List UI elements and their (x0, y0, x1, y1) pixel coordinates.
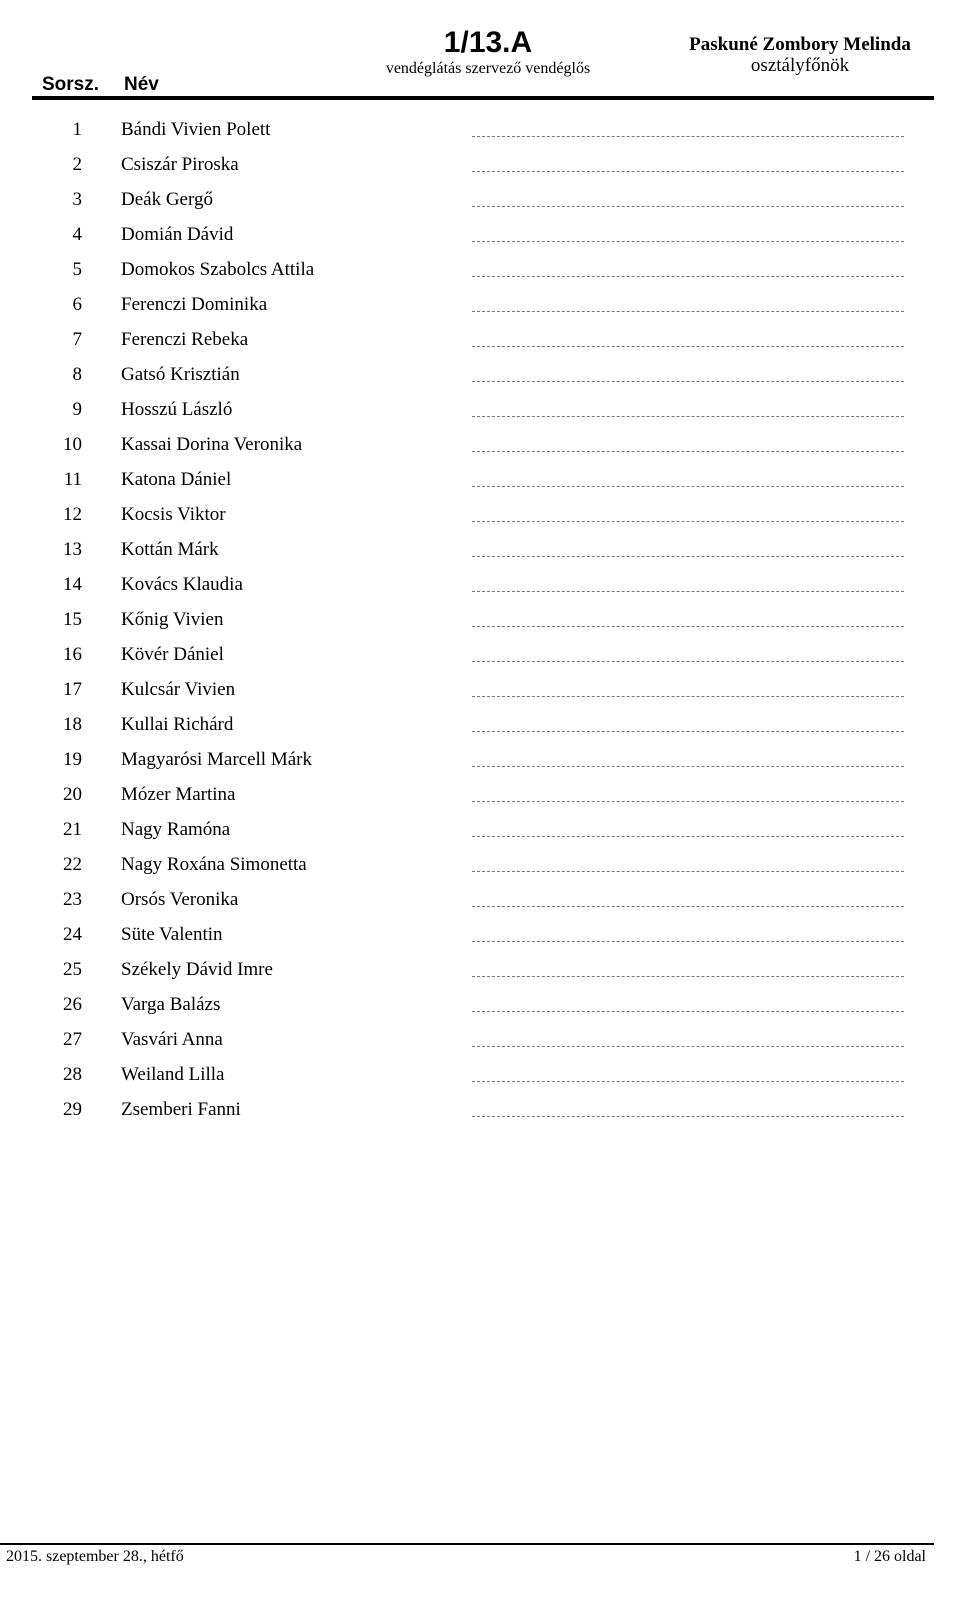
student-row (0, 532, 960, 567)
signature-line (472, 696, 904, 697)
student-name: Gatsó Krisztián (121, 364, 240, 385)
student-number: 6 (72, 294, 82, 315)
student-number: 7 (72, 329, 82, 350)
student-number: 19 (63, 749, 82, 770)
signature-line (472, 451, 904, 452)
signature-line (472, 941, 904, 942)
student-name: Nagy Ramóna (121, 819, 231, 840)
student-number: 24 (63, 924, 82, 945)
student-name: Kassai Dorina Veronika (121, 434, 303, 455)
student-row (0, 112, 960, 147)
signature-line (472, 1081, 904, 1082)
footer-divider (0, 1543, 934, 1545)
student-row (0, 497, 960, 532)
signature-line (472, 731, 904, 732)
student-name: Domokos Szabolcs Attila (121, 259, 315, 280)
footer-page-number: 1 / 26 oldal (853, 1548, 926, 1565)
student-row (0, 252, 960, 287)
signature-line (472, 311, 904, 312)
student-number: 21 (63, 819, 82, 840)
student-name: Kövér Dániel (121, 644, 224, 665)
signature-line (472, 871, 904, 872)
signature-line (472, 521, 904, 522)
student-name: Kőnig Vivien (121, 609, 224, 630)
signature-line (472, 171, 904, 172)
student-row (0, 147, 960, 182)
signature-line (472, 661, 904, 662)
header-divider (32, 96, 934, 100)
student-number: 20 (63, 784, 82, 805)
student-row (0, 567, 960, 602)
student-name: Zsemberi Fanni (121, 1099, 241, 1120)
student-number: 29 (63, 1099, 82, 1120)
class-info (370, 26, 606, 78)
class-name: 1/13.A (443, 26, 533, 59)
student-number: 3 (72, 189, 82, 210)
signature-line (472, 766, 904, 767)
student-number: 5 (72, 259, 82, 280)
signature-line (472, 906, 904, 907)
student-number: 16 (63, 644, 82, 665)
student-name: Székely Dávid Imre (121, 959, 273, 980)
student-row (0, 1022, 960, 1057)
teacher-role: osztályfőnök (750, 55, 850, 76)
teacher-info (670, 34, 930, 76)
student-name: Kocsis Viktor (121, 504, 226, 525)
student-number: 25 (63, 959, 82, 980)
student-row (0, 182, 960, 217)
student-number: 12 (63, 504, 82, 525)
student-row (0, 1057, 960, 1092)
student-name: Deák Gergő (121, 189, 213, 210)
signature-line (472, 836, 904, 837)
student-row (0, 462, 960, 497)
student-row (0, 287, 960, 322)
student-row (0, 602, 960, 637)
signature-line (472, 976, 904, 977)
student-name: Ferenczi Rebeka (121, 329, 249, 350)
signature-line (472, 626, 904, 627)
student-row (0, 217, 960, 252)
student-name: Vasvári Anna (121, 1029, 223, 1050)
student-number: 28 (63, 1064, 82, 1085)
signature-line (472, 276, 904, 277)
student-name: Kulcsár Vivien (121, 679, 236, 700)
student-row (0, 1092, 960, 1127)
student-number: 27 (63, 1029, 82, 1050)
student-row (0, 777, 960, 812)
column-header-name: Név (124, 74, 159, 95)
student-row (0, 812, 960, 847)
student-row (0, 882, 960, 917)
student-name: Weiland Lilla (121, 1064, 225, 1085)
student-number: 18 (63, 714, 82, 735)
student-name: Kullai Richárd (121, 714, 234, 735)
student-name: Domián Dávid (121, 224, 234, 245)
student-row (0, 322, 960, 357)
signature-line (472, 206, 904, 207)
student-number: 11 (63, 469, 82, 490)
student-row (0, 987, 960, 1022)
signature-line (472, 241, 904, 242)
student-number: 8 (72, 364, 82, 385)
student-number: 9 (72, 399, 82, 420)
student-name: Mózer Martina (121, 784, 236, 805)
student-list (0, 112, 960, 1127)
student-number: 13 (63, 539, 82, 560)
student-row (0, 952, 960, 987)
student-row (0, 917, 960, 952)
signature-line (472, 346, 904, 347)
student-number: 17 (63, 679, 82, 700)
signature-line (472, 486, 904, 487)
class-profession: vendéglátás szervező vendéglős (385, 60, 591, 77)
footer-date: 2015. szeptember 28., hétfő (6, 1548, 184, 1565)
student-name: Katona Dániel (121, 469, 232, 490)
student-row (0, 637, 960, 672)
student-name: Bándi Vivien Polett (121, 119, 271, 140)
student-number: 10 (63, 434, 82, 455)
student-name: Kovács Klaudia (121, 574, 243, 595)
student-number: 2 (72, 154, 82, 175)
student-row (0, 392, 960, 427)
signature-line (472, 1116, 904, 1117)
student-number: 1 (72, 119, 82, 140)
student-name: Nagy Roxána Simonetta (121, 854, 307, 875)
signature-line (472, 591, 904, 592)
student-number: 14 (63, 574, 82, 595)
student-number: 26 (63, 994, 82, 1015)
student-row (0, 742, 960, 777)
student-number: 15 (63, 609, 82, 630)
student-name: Kottán Márk (121, 539, 219, 560)
column-header-number: Sorsz. (42, 74, 100, 95)
signature-line (472, 381, 904, 382)
student-row (0, 707, 960, 742)
signature-line (472, 136, 904, 137)
signature-line (472, 556, 904, 557)
student-row (0, 357, 960, 392)
student-name: Csiszár Piroska (121, 154, 239, 175)
signature-line (472, 1011, 904, 1012)
student-row (0, 672, 960, 707)
student-name: Hosszú László (121, 399, 233, 420)
signature-line (472, 416, 904, 417)
student-name: Süte Valentin (121, 924, 223, 945)
student-name: Orsós Veronika (121, 889, 239, 910)
signature-line (472, 1046, 904, 1047)
student-name: Ferenczi Dominika (121, 294, 268, 315)
student-row (0, 847, 960, 882)
student-name: Magyarósi Marcell Márk (121, 749, 312, 770)
student-number: 4 (72, 224, 82, 245)
student-name: Varga Balázs (121, 994, 221, 1015)
student-number: 23 (63, 889, 82, 910)
student-number: 22 (63, 854, 82, 875)
signature-line (472, 801, 904, 802)
teacher-name: Paskuné Zombory Melinda (689, 34, 911, 55)
student-row (0, 427, 960, 462)
